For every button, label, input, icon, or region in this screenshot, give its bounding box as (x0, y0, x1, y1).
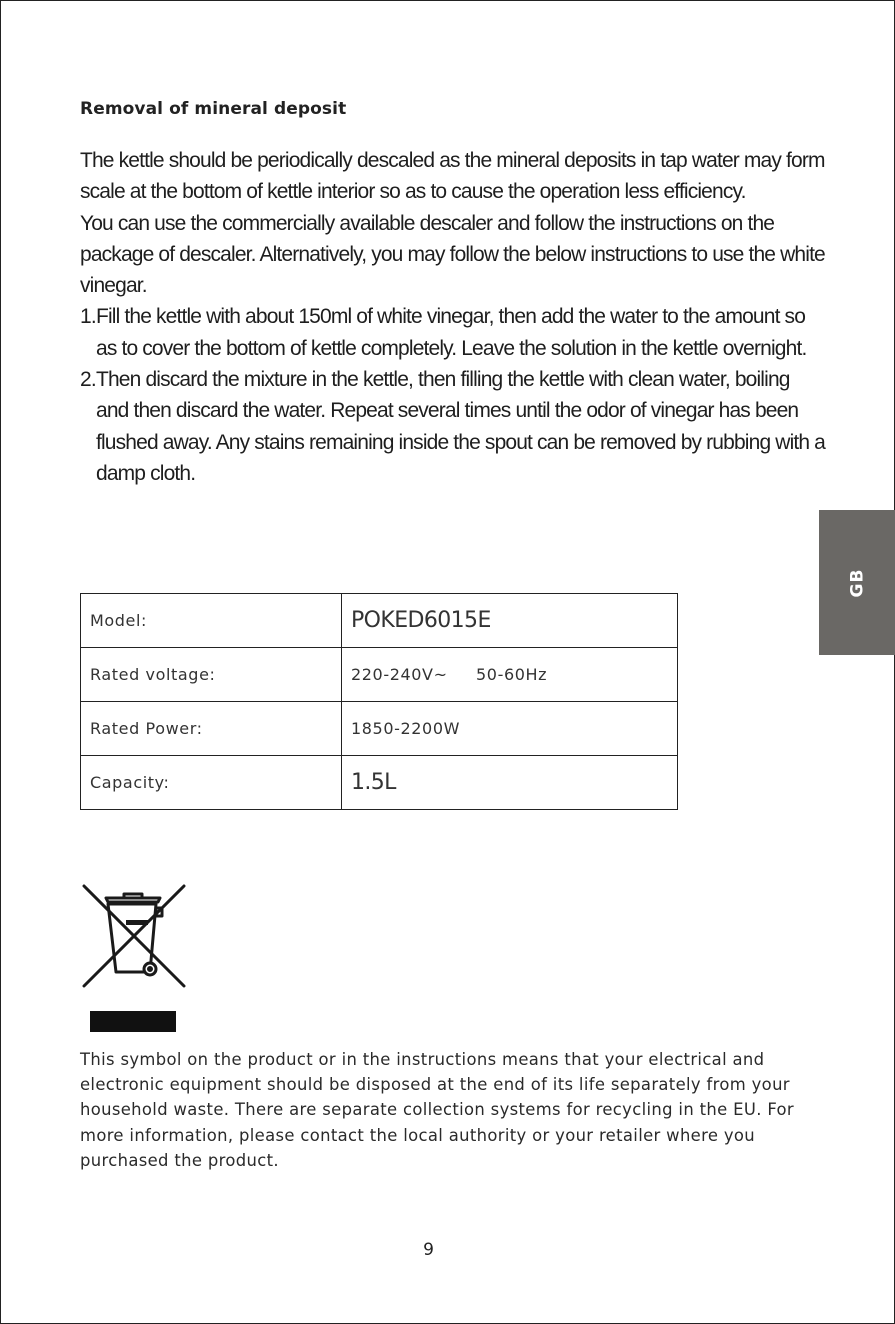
intro-paragraph-2: You can use the commercially available descaler and follow the instructions on the package of descaler. Alternatively, you may follow the below instructions to use the white vinegar. (80, 211, 825, 298)
language-tab (819, 510, 895, 655)
step-number: 1. (80, 305, 96, 329)
table-row (81, 702, 678, 756)
weee-disposal-notice: This symbol on the product or in the instructions means that your electrical and electronic equipment should be disposed at the end of its life separately from your household waste. There are separate collection systems for recycling in the EU. For more information, please contact the local authority or your retailer where you purchased the product. (80, 1050, 794, 1170)
section-heading: Removal of mineral deposit (80, 99, 347, 119)
table-row (81, 756, 678, 810)
spec-label: Rated Power: (81, 702, 342, 756)
spec-label: Capacity: (81, 756, 342, 810)
spec-label: Rated voltage: (81, 648, 342, 702)
intro-paragraph-1: The kettle should be periodically descaled as the mineral deposits in tap water may form scale at the bottom of kettle interior so as to cause the operation less efficiency. (80, 149, 825, 204)
step-item (80, 301, 825, 364)
spec-label: Model: (81, 594, 342, 648)
table-row (81, 594, 678, 648)
spec-value: POKED6015E (342, 594, 678, 648)
step-text: Then discard the mixture in the kettle, then filling the kettle with clean water, boiling and then discard the water. Repeat several times until the odor of vinegar has been flushed away. Any stains remaining inside the spout can be removed by rubbing with a damp cloth. (96, 368, 826, 485)
step-item (80, 364, 825, 489)
weee-black-bar (90, 1011, 176, 1032)
specification-table (80, 593, 678, 810)
crossed-out-wheelie-bin-icon (80, 882, 188, 990)
descaling-instructions (80, 145, 825, 489)
language-tab-label: GB (846, 568, 867, 597)
steps-list (80, 301, 825, 489)
table-row (81, 648, 678, 702)
spec-value: 1.5L (342, 756, 678, 810)
step-number: 2. (80, 368, 96, 392)
step-text: Fill the kettle with about 150ml of white vinegar, then add the water to the amount so as to cover the bottom of kettle completely. Leave the solution in the kettle overnight. (96, 305, 807, 360)
page-number: 9 (423, 1240, 434, 1260)
spec-value: 220-240V~ 50-60Hz (342, 648, 678, 702)
spec-value: 1850-2200W (342, 702, 678, 756)
